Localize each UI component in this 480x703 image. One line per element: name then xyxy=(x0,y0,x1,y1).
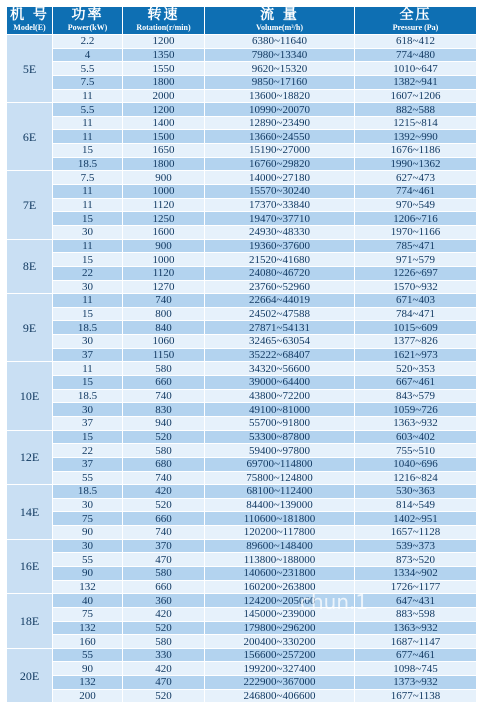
pressure-cell: 1726~1177 xyxy=(355,580,477,594)
header-row xyxy=(7,7,477,35)
power-cell: 15 xyxy=(53,253,123,267)
volume-cell: 24502~47588 xyxy=(205,307,355,321)
power-cell: 37 xyxy=(53,348,123,362)
power-cell: 5.5 xyxy=(53,62,123,76)
model-cell: 6E xyxy=(7,103,53,171)
rotation-cell: 940 xyxy=(123,416,205,430)
table-row xyxy=(7,621,477,635)
rotation-cell: 420 xyxy=(123,485,205,499)
power-cell: 132 xyxy=(53,621,123,635)
table-row xyxy=(7,676,477,690)
rotation-cell: 740 xyxy=(123,389,205,403)
volume-cell: 140600~231800 xyxy=(205,566,355,580)
power-cell: 11 xyxy=(53,116,123,130)
model-cell: 10E xyxy=(7,362,53,430)
power-cell: 132 xyxy=(53,676,123,690)
pressure-cell: 1059~726 xyxy=(355,403,477,417)
rotation-cell: 1060 xyxy=(123,335,205,349)
table-row xyxy=(7,225,477,239)
volume-cell: 84400~139000 xyxy=(205,498,355,512)
pressure-cell: 1657~1128 xyxy=(355,526,477,540)
power-cell: 30 xyxy=(53,225,123,239)
pressure-cell: 647~431 xyxy=(355,594,477,608)
volume-cell: 24930~48330 xyxy=(205,225,355,239)
table-row xyxy=(7,635,477,649)
power-cell: 30 xyxy=(53,280,123,294)
table-row xyxy=(7,457,477,471)
pressure-cell: 1373~932 xyxy=(355,676,477,690)
table-row xyxy=(7,294,477,308)
model-cell: 18E xyxy=(7,594,53,649)
volume-cell: 160200~263800 xyxy=(205,580,355,594)
pressure-cell: 1363~932 xyxy=(355,621,477,635)
rotation-cell: 520 xyxy=(123,689,205,703)
pressure-cell: 1392~990 xyxy=(355,130,477,144)
rotation-cell: 360 xyxy=(123,594,205,608)
power-cell: 11 xyxy=(53,294,123,308)
power-cell: 15 xyxy=(53,307,123,321)
power-cell: 11 xyxy=(53,130,123,144)
table-row xyxy=(7,48,477,62)
volume-cell: 21520~41680 xyxy=(205,253,355,267)
table-row xyxy=(7,35,477,49)
pressure-cell: 1226~697 xyxy=(355,266,477,280)
power-cell: 55 xyxy=(53,648,123,662)
volume-cell: 15190~27000 xyxy=(205,144,355,158)
volume-cell: 120200~117800 xyxy=(205,526,355,540)
volume-cell: 19470~37710 xyxy=(205,212,355,226)
power-cell: 30 xyxy=(53,335,123,349)
power-cell: 55 xyxy=(53,471,123,485)
volume-cell: 9620~15320 xyxy=(205,62,355,76)
table-row xyxy=(7,362,477,376)
pressure-cell: 784~471 xyxy=(355,307,477,321)
pressure-cell: 1216~824 xyxy=(355,471,477,485)
rotation-cell: 1650 xyxy=(123,144,205,158)
rotation-cell: 1000 xyxy=(123,253,205,267)
rotation-cell: 580 xyxy=(123,635,205,649)
rotation-cell: 1800 xyxy=(123,157,205,171)
power-cell: 11 xyxy=(53,239,123,253)
power-cell: 90 xyxy=(53,526,123,540)
table-row xyxy=(7,553,477,567)
pressure-cell: 1970~1166 xyxy=(355,225,477,239)
model-cell: 12E xyxy=(7,430,53,485)
rotation-cell: 1250 xyxy=(123,212,205,226)
table-row xyxy=(7,662,477,676)
rotation-cell: 1400 xyxy=(123,116,205,130)
pressure-cell: 970~549 xyxy=(355,198,477,212)
power-cell: 18.5 xyxy=(53,485,123,499)
volume-cell: 124200~205000 xyxy=(205,594,355,608)
power-cell: 11 xyxy=(53,89,123,103)
rotation-cell: 660 xyxy=(123,580,205,594)
volume-cell: 13600~18820 xyxy=(205,89,355,103)
pressure-cell: 774~480 xyxy=(355,48,477,62)
table-row xyxy=(7,539,477,553)
volume-cell: 68100~112400 xyxy=(205,485,355,499)
table-row xyxy=(7,307,477,321)
model-cell: 16E xyxy=(7,539,53,594)
table-row xyxy=(7,130,477,144)
power-cell: 22 xyxy=(53,444,123,458)
table-row xyxy=(7,566,477,580)
volume-cell: 12890~23490 xyxy=(205,116,355,130)
table-row xyxy=(7,403,477,417)
pressure-cell: 873~520 xyxy=(355,553,477,567)
pressure-cell: 971~579 xyxy=(355,253,477,267)
volume-cell: 22664~44019 xyxy=(205,294,355,308)
rotation-cell: 420 xyxy=(123,662,205,676)
table-row xyxy=(7,75,477,89)
model-cell: 9E xyxy=(7,294,53,362)
table-row xyxy=(7,485,477,499)
rotation-cell: 370 xyxy=(123,539,205,553)
pressure-cell: 667~461 xyxy=(355,376,477,390)
volume-cell: 15570~30240 xyxy=(205,185,355,199)
power-cell: 15 xyxy=(53,144,123,158)
power-cell: 90 xyxy=(53,566,123,580)
header-volume: 流 量 Volume(m³/h) xyxy=(205,7,355,35)
table-row xyxy=(7,580,477,594)
table-row xyxy=(7,280,477,294)
power-cell: 37 xyxy=(53,457,123,471)
volume-cell: 35222~68407 xyxy=(205,348,355,362)
power-cell: 18.5 xyxy=(53,321,123,335)
power-cell: 7.5 xyxy=(53,75,123,89)
pressure-cell: 1677~1138 xyxy=(355,689,477,703)
table-row xyxy=(7,321,477,335)
rotation-cell: 520 xyxy=(123,621,205,635)
table-row xyxy=(7,157,477,171)
rotation-cell: 800 xyxy=(123,307,205,321)
pressure-cell: 530~363 xyxy=(355,485,477,499)
volume-cell: 49100~81000 xyxy=(205,403,355,417)
pressure-cell: 1040~696 xyxy=(355,457,477,471)
power-cell: 30 xyxy=(53,539,123,553)
power-cell: 30 xyxy=(53,498,123,512)
model-cell: 5E xyxy=(7,35,53,103)
rotation-cell: 520 xyxy=(123,498,205,512)
header-rotation: 转速 Rotation(r/min) xyxy=(123,7,205,35)
rotation-cell: 1120 xyxy=(123,266,205,280)
pressure-cell: 1402~951 xyxy=(355,512,477,526)
rotation-cell: 840 xyxy=(123,321,205,335)
table-row xyxy=(7,266,477,280)
volume-cell: 13660~24550 xyxy=(205,130,355,144)
pressure-cell: 1382~941 xyxy=(355,75,477,89)
volume-cell: 59400~97800 xyxy=(205,444,355,458)
power-cell: 200 xyxy=(53,689,123,703)
table-row xyxy=(7,212,477,226)
table-row xyxy=(7,198,477,212)
table-row xyxy=(7,103,477,117)
rotation-cell: 1800 xyxy=(123,75,205,89)
model-cell: 20E xyxy=(7,648,53,703)
pressure-cell: 677~461 xyxy=(355,648,477,662)
rotation-cell: 1600 xyxy=(123,225,205,239)
rotation-cell: 330 xyxy=(123,648,205,662)
pressure-cell: 1010~647 xyxy=(355,62,477,76)
volume-cell: 10990~20070 xyxy=(205,103,355,117)
rotation-cell: 1270 xyxy=(123,280,205,294)
pressure-cell: 883~598 xyxy=(355,607,477,621)
volume-cell: 55700~91800 xyxy=(205,416,355,430)
table-row xyxy=(7,498,477,512)
power-cell: 7.5 xyxy=(53,171,123,185)
power-cell: 75 xyxy=(53,607,123,621)
pressure-cell: 1570~932 xyxy=(355,280,477,294)
power-cell: 37 xyxy=(53,416,123,430)
rotation-cell: 830 xyxy=(123,403,205,417)
volume-cell: 27871~54131 xyxy=(205,321,355,335)
watermark: chun.1 xyxy=(300,590,369,614)
power-cell: 15 xyxy=(53,212,123,226)
pressure-cell: 603~402 xyxy=(355,430,477,444)
pressure-cell: 1676~1186 xyxy=(355,144,477,158)
volume-cell: 7980~13340 xyxy=(205,48,355,62)
rotation-cell: 1550 xyxy=(123,62,205,76)
table-row xyxy=(7,389,477,403)
power-cell: 2.2 xyxy=(53,35,123,49)
volume-cell: 23760~52960 xyxy=(205,280,355,294)
volume-cell: 75800~124800 xyxy=(205,471,355,485)
fan-spec-table xyxy=(6,6,477,703)
volume-cell: 179800~296200 xyxy=(205,621,355,635)
table-row xyxy=(7,253,477,267)
table-row xyxy=(7,689,477,703)
power-cell: 11 xyxy=(53,185,123,199)
rotation-cell: 660 xyxy=(123,376,205,390)
power-cell: 75 xyxy=(53,512,123,526)
header-pressure: 全压 Pressure (Pa) xyxy=(355,7,477,35)
rotation-cell: 680 xyxy=(123,457,205,471)
pressure-cell: 843~579 xyxy=(355,389,477,403)
model-cell: 7E xyxy=(7,171,53,239)
volume-cell: 69700~114800 xyxy=(205,457,355,471)
volume-cell: 14000~27180 xyxy=(205,171,355,185)
volume-cell: 53300~87800 xyxy=(205,430,355,444)
power-cell: 4 xyxy=(53,48,123,62)
rotation-cell: 660 xyxy=(123,512,205,526)
table-row xyxy=(7,512,477,526)
rotation-cell: 470 xyxy=(123,553,205,567)
table-row xyxy=(7,239,477,253)
rotation-cell: 900 xyxy=(123,171,205,185)
pressure-cell: 1334~902 xyxy=(355,566,477,580)
power-cell: 160 xyxy=(53,635,123,649)
volume-cell: 6380~11640 xyxy=(205,35,355,49)
power-cell: 55 xyxy=(53,553,123,567)
power-cell: 18.5 xyxy=(53,389,123,403)
volume-cell: 39000~64400 xyxy=(205,376,355,390)
volume-cell: 246800~406600 xyxy=(205,689,355,703)
rotation-cell: 1120 xyxy=(123,198,205,212)
table-body xyxy=(7,35,477,703)
volume-cell: 19360~37600 xyxy=(205,239,355,253)
table-row xyxy=(7,594,477,608)
table-row xyxy=(7,171,477,185)
table-row xyxy=(7,648,477,662)
volume-cell: 17370~33840 xyxy=(205,198,355,212)
volume-cell: 156600~257200 xyxy=(205,648,355,662)
table-row xyxy=(7,526,477,540)
rotation-cell: 740 xyxy=(123,526,205,540)
pressure-cell: 882~588 xyxy=(355,103,477,117)
table-row xyxy=(7,376,477,390)
pressure-cell: 627~473 xyxy=(355,171,477,185)
rotation-cell: 580 xyxy=(123,444,205,458)
rotation-cell: 420 xyxy=(123,607,205,621)
rotation-cell: 1200 xyxy=(123,35,205,49)
pressure-cell: 1098~745 xyxy=(355,662,477,676)
power-cell: 30 xyxy=(53,403,123,417)
rotation-cell: 470 xyxy=(123,676,205,690)
pressure-cell: 1990~1362 xyxy=(355,157,477,171)
volume-cell: 222900~367000 xyxy=(205,676,355,690)
table-row xyxy=(7,335,477,349)
volume-cell: 43800~72200 xyxy=(205,389,355,403)
volume-cell: 89600~148400 xyxy=(205,539,355,553)
rotation-cell: 1200 xyxy=(123,103,205,117)
pressure-cell: 1607~1206 xyxy=(355,89,477,103)
rotation-cell: 900 xyxy=(123,239,205,253)
table-row xyxy=(7,444,477,458)
pressure-cell: 814~549 xyxy=(355,498,477,512)
table-row xyxy=(7,416,477,430)
model-cell: 8E xyxy=(7,239,53,294)
pressure-cell: 539~373 xyxy=(355,539,477,553)
volume-cell: 24080~46720 xyxy=(205,266,355,280)
pressure-cell: 520~353 xyxy=(355,362,477,376)
rotation-cell: 1350 xyxy=(123,48,205,62)
table-row xyxy=(7,430,477,444)
table-row xyxy=(7,62,477,76)
rotation-cell: 1000 xyxy=(123,185,205,199)
volume-cell: 145000~239000 xyxy=(205,607,355,621)
pressure-cell: 774~461 xyxy=(355,185,477,199)
power-cell: 5.5 xyxy=(53,103,123,117)
table-row xyxy=(7,144,477,158)
pressure-cell: 1687~1147 xyxy=(355,635,477,649)
pressure-cell: 785~471 xyxy=(355,239,477,253)
rotation-cell: 1500 xyxy=(123,130,205,144)
header-model: 机 号 Model(E) xyxy=(7,7,53,35)
power-cell: 11 xyxy=(53,198,123,212)
power-cell: 15 xyxy=(53,376,123,390)
power-cell: 40 xyxy=(53,594,123,608)
volume-cell: 199200~327400 xyxy=(205,662,355,676)
table-row xyxy=(7,89,477,103)
rotation-cell: 740 xyxy=(123,294,205,308)
pressure-cell: 1215~814 xyxy=(355,116,477,130)
table-row xyxy=(7,185,477,199)
rotation-cell: 1150 xyxy=(123,348,205,362)
volume-cell: 200400~330200 xyxy=(205,635,355,649)
rotation-cell: 580 xyxy=(123,362,205,376)
pressure-cell: 755~510 xyxy=(355,444,477,458)
model-cell: 14E xyxy=(7,485,53,540)
power-cell: 22 xyxy=(53,266,123,280)
volume-cell: 113800~188000 xyxy=(205,553,355,567)
volume-cell: 34320~56600 xyxy=(205,362,355,376)
pressure-cell: 1015~609 xyxy=(355,321,477,335)
table-row xyxy=(7,607,477,621)
table-row xyxy=(7,348,477,362)
rotation-cell: 2000 xyxy=(123,89,205,103)
rotation-cell: 740 xyxy=(123,471,205,485)
pressure-cell: 1377~826 xyxy=(355,335,477,349)
volume-cell: 32465~63054 xyxy=(205,335,355,349)
power-cell: 18.5 xyxy=(53,157,123,171)
pressure-cell: 618~412 xyxy=(355,35,477,49)
rotation-cell: 580 xyxy=(123,566,205,580)
rotation-cell: 520 xyxy=(123,430,205,444)
power-cell: 132 xyxy=(53,580,123,594)
pressure-cell: 1363~932 xyxy=(355,416,477,430)
table-row xyxy=(7,471,477,485)
volume-cell: 110600~181800 xyxy=(205,512,355,526)
header-power: 功率 Power(kW) xyxy=(53,7,123,35)
volume-cell: 9850~17160 xyxy=(205,75,355,89)
table-row xyxy=(7,116,477,130)
pressure-cell: 1206~716 xyxy=(355,212,477,226)
power-cell: 11 xyxy=(53,362,123,376)
pressure-cell: 671~403 xyxy=(355,294,477,308)
power-cell: 90 xyxy=(53,662,123,676)
power-cell: 15 xyxy=(53,430,123,444)
volume-cell: 16760~29820 xyxy=(205,157,355,171)
pressure-cell: 1621~973 xyxy=(355,348,477,362)
